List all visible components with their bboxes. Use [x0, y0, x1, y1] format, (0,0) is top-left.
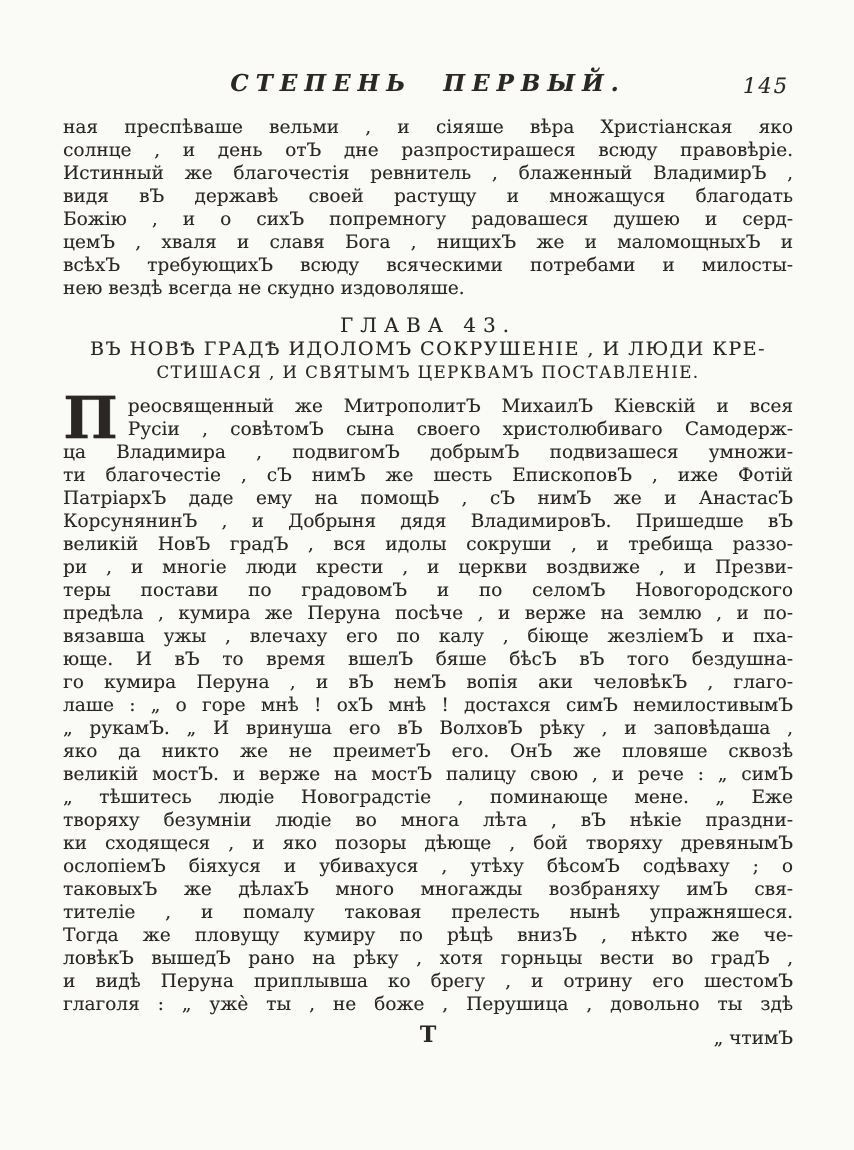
chapter-number-label: ГЛАВА 43. [339, 313, 517, 337]
text-line: ца Владимира , подвигомЪ добрымЪ подвизашеся умножи- [63, 442, 793, 463]
signature-mark: Т [419, 1022, 437, 1048]
text-line: вязавша ужы , влечаху его по калу , біюще жезліемЪ и пха- [63, 626, 793, 647]
text-line: великій мостЪ. и верже на мостЪ палицу свою , и рече : „ симЪ [63, 764, 793, 785]
text-line: предѣла , кумира же Перуна посѣче , и верже на землю , и по- [63, 603, 793, 624]
page-body [63, 116, 793, 1054]
text-line: творяху безумніи людіе во многа лѣта , вЪ нѣкіе праздни- [63, 810, 793, 831]
page-header [63, 70, 793, 116]
text-line: реосвященный же МитрополитЪ МихаилЪ Кіевскій и всея [127, 396, 793, 417]
text-line: тителіе , и помалу таковая прелесть нынѣ упражняшеся. [63, 902, 793, 923]
text-line: ловѣкЪ вышедЪ рано на рѣку , хотя горньцы вести во градЪ , [63, 948, 793, 969]
text-line: нею вездѣ всегда не скудно издоволяше. [63, 278, 465, 299]
paragraph-continuation [63, 116, 793, 300]
text-line: глаголя : „ ужѐ ты , не боже , Перушица , довольно ты здѣ [63, 994, 793, 1015]
page-number: 145 [742, 74, 789, 98]
text-line: ки сходящеся , и яко позоры дѣюще , бой творяху древянымЪ [63, 833, 793, 854]
text-line: „ рукамЪ. „ И вринуша его вЪ ВолховЪ рѣку , и заповѣдаша , [63, 718, 793, 739]
text-line: таковыхЪ же дѣлахЪ много многажды возбраняху имЪ свя- [63, 879, 793, 900]
page-footer [63, 1024, 793, 1054]
text-line: го кумира Перуна , и вЪ немЪ вопія аки человѣкЪ , глаго- [63, 672, 793, 693]
text-line: ри , и многіе люди крести , и церкви воздвиже , и Презви- [63, 557, 793, 578]
text-line: юще. И вЪ то время вшелЪ бяше бѣсЪ вЪ того бездушна- [63, 649, 793, 670]
text-line: КорсунянинЪ , и Добрыня дядя ВладимировЪ. Пришедше вЪ [63, 511, 793, 532]
catchword: „ чтимЪ [713, 1028, 793, 1049]
chapter-title-line-1: ВЪ НОВѢ ГРАДѢ ИДОЛОМЪ СОКРУШЕНІЕ , И ЛЮДИ КРЕ- [90, 338, 766, 360]
chapter-title-line-2: СТИШАСЯ , И СВЯТЫМЪ ЦЕРКВАМЪ ПОСТАВЛЕНІЕ. [156, 363, 700, 382]
text-line: Истинный же благочестія ревнитель , блаженный ВладимирЪ , [63, 163, 793, 184]
text-line: великій НовЪ градЪ , вся идолы сокруши , и требища раззо- [63, 534, 793, 555]
text-line: лаше : „ о горе мнѣ ! охЪ мнѣ ! достахся симЪ немилостивымЪ [63, 695, 793, 716]
chapter-heading [63, 313, 793, 384]
text-line: ная преспѣваше вельми , и сіяяше вѣра Христіанская яко [63, 117, 793, 138]
text-line: солнце , и день отЪ дне разпростирашеся всюду правовѣріе. [63, 140, 793, 161]
paragraph-chapter-43-lines [63, 384, 793, 1016]
text-line: „ тѣшитесь людіе Новоградстіе , поминающе мене. „ Еже [63, 787, 793, 808]
text-line: Тогда же пловущу кумиру по рѣцѣ внизЪ , нѣкто же че- [63, 925, 793, 946]
text-line: ослопіемЪ біяхуся и убивахуся , утѣху бѣсомЪ содѣваху ; о [63, 856, 793, 877]
text-line: Русіи , совѣтомЪ сына своего христолюбиваго Самодерж- [127, 419, 793, 440]
drop-cap-initial: П [63, 384, 118, 452]
text-line: ПатріархЪ даде ему на помощЬ , сЪ нимЪ же и АнастасЪ [63, 488, 793, 509]
paragraph-chapter-43 [63, 384, 793, 1016]
text-line: видя вЪ державѣ своей растущу и множащуся благодать [63, 186, 793, 207]
text-line: и видѣ Перуна приплывша ко брегу , и отрину его шестомЪ [63, 971, 793, 992]
text-line: всѣхЪ требующихЪ всюду всяческими потребами и милосты- [63, 255, 793, 276]
text-line: яко да никто же не преиметЪ его. ОнЪ же пловяше сквозѣ [63, 741, 793, 762]
text-line: цемЪ , хваля и славя Бога , нищихЪ же и маломощныхЪ и [63, 232, 793, 253]
text-line: ти благочестіе , сЪ нимЪ же шесть ЕпископовЪ , иже Фотій [63, 465, 793, 486]
running-title: СТЕПЕНЬ ПЕРВЫЙ. [230, 70, 626, 97]
text-line: Божію , и о сихЪ попремногу радовашеся душею и серд- [63, 209, 793, 230]
text-line: теры постави по градовомЪ и по селомЪ Новогородского [63, 580, 793, 601]
